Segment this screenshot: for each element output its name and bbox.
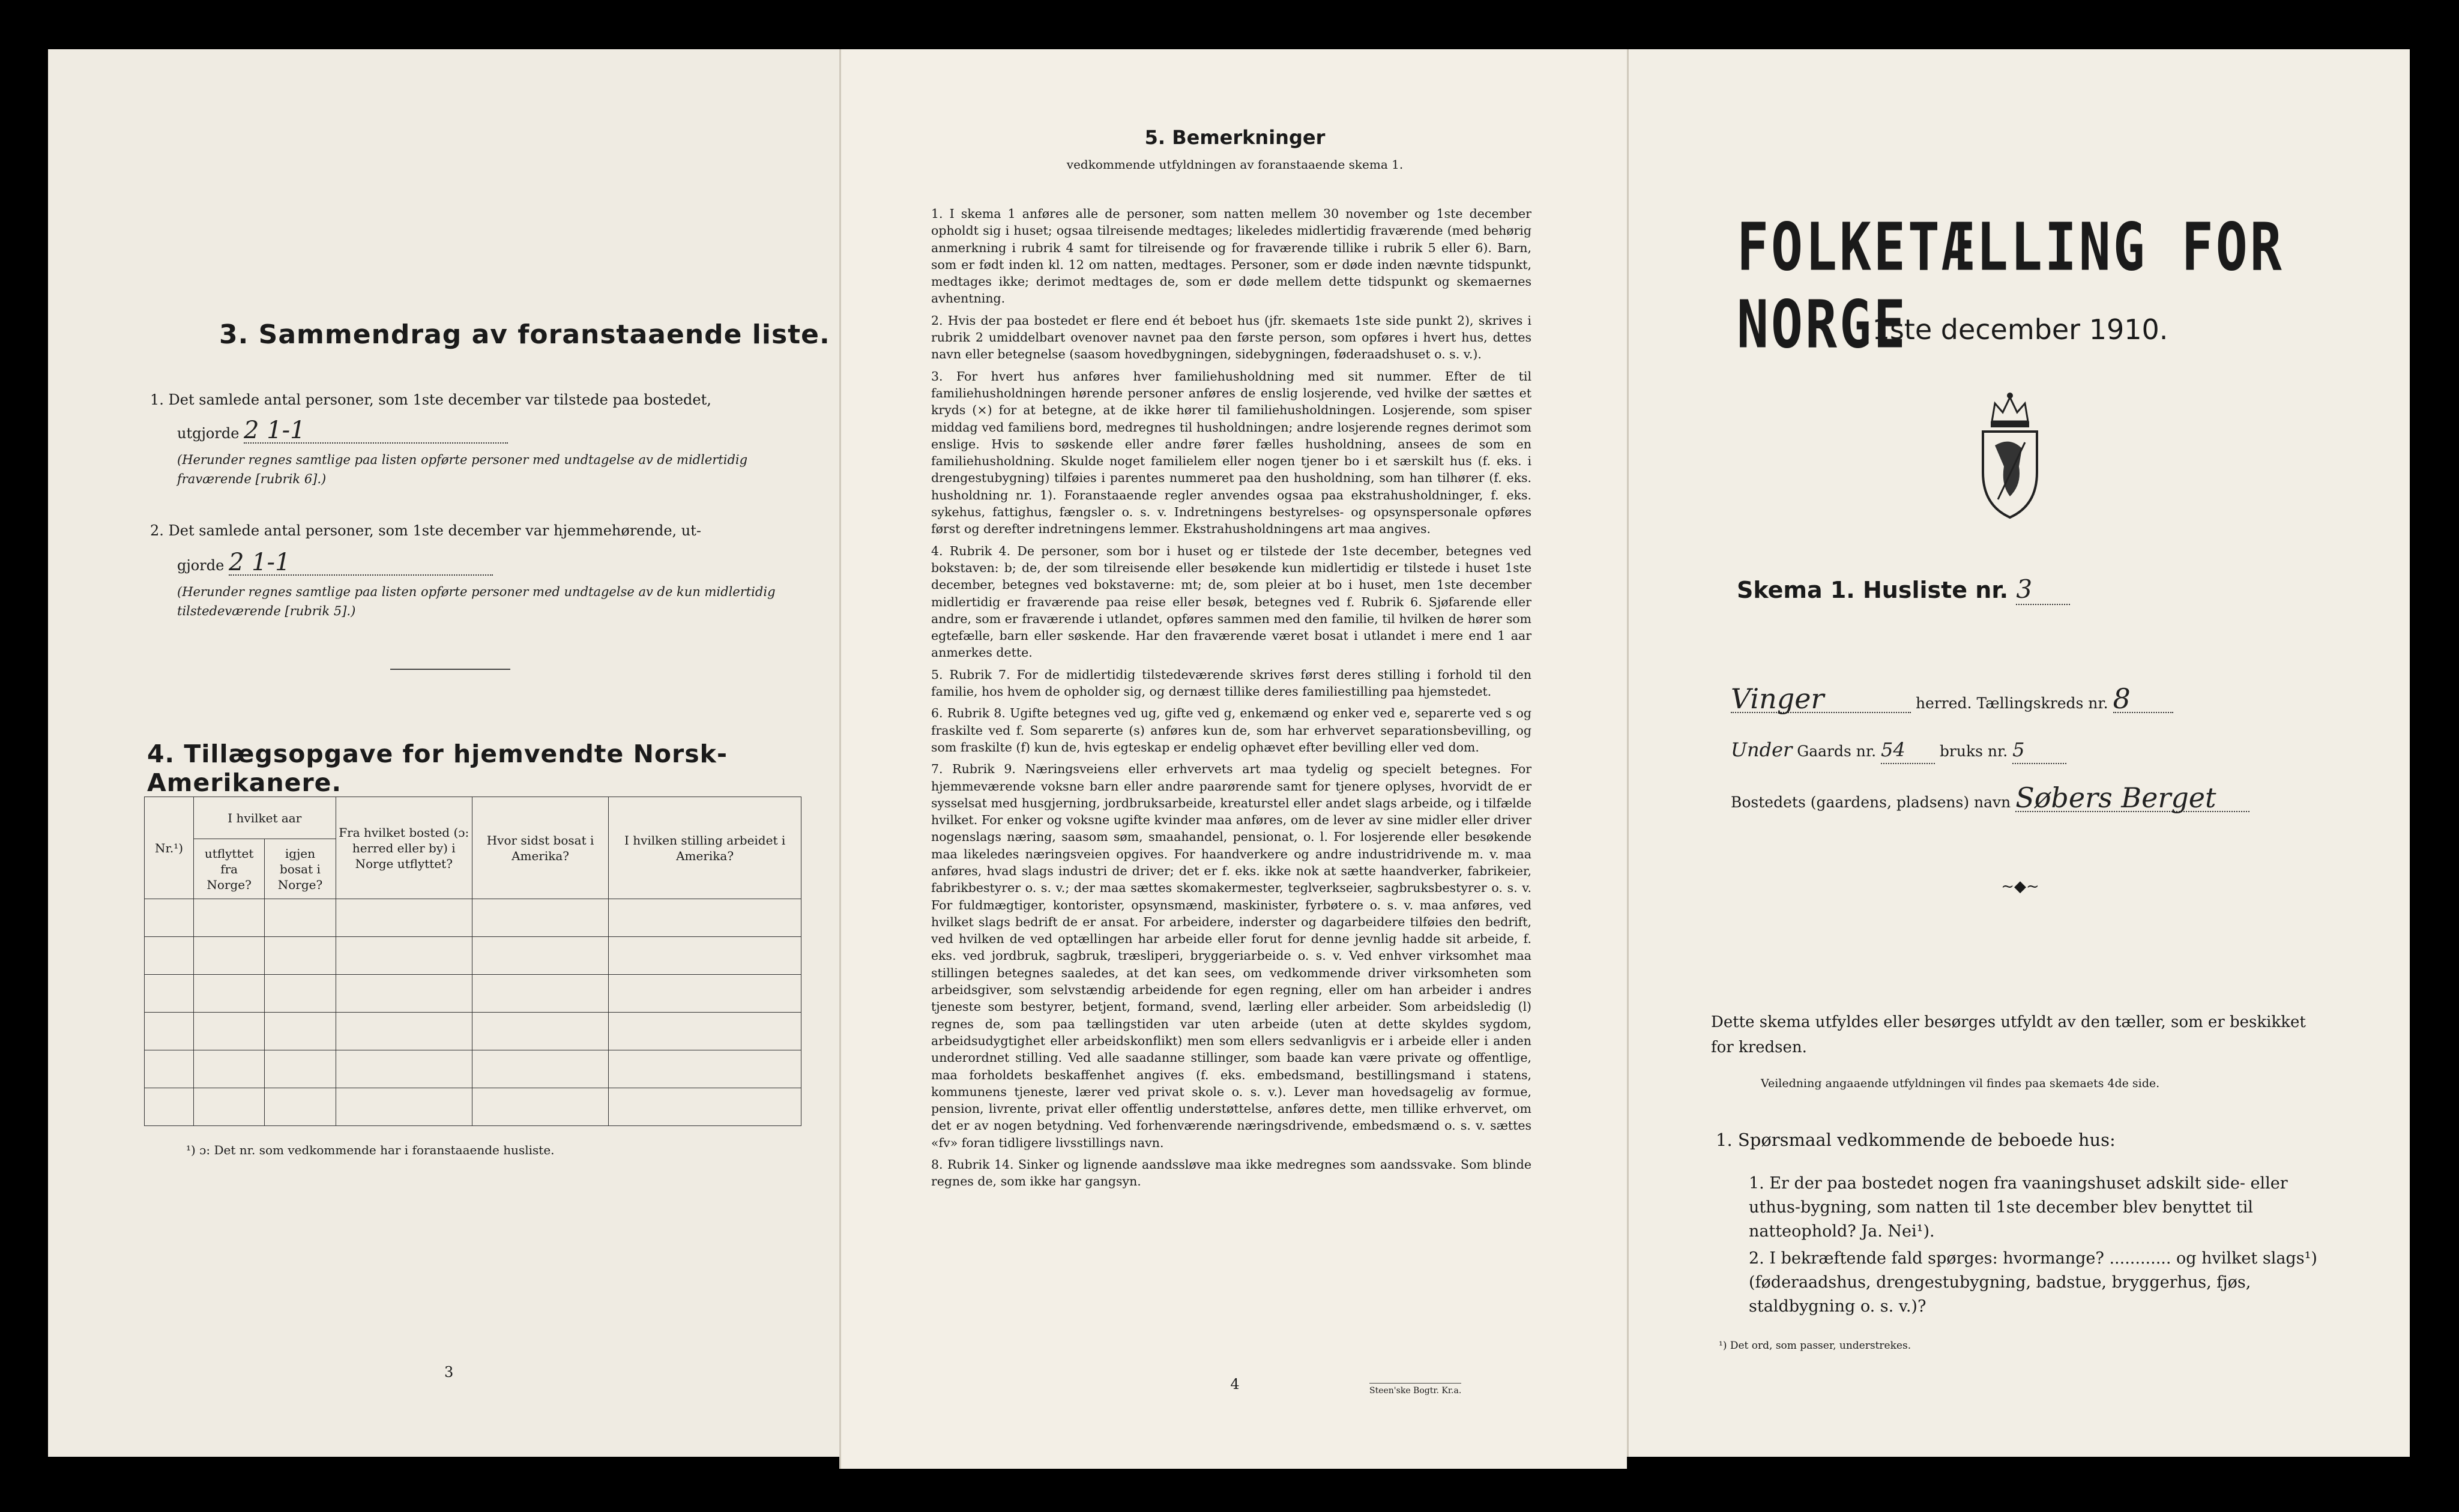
- herred-value: Vinger: [1731, 685, 1911, 713]
- summary-item-1-note: (Herunder regnes samtlige paa listen opførte personer med undtagelse av de midlertidig fraværende [rubrik 6].): [177, 453, 748, 486]
- question-1-item-2: 2. I bekræftende fald spørges: hvormange? ............ og hvilket slags¹) (føderaadshus, drengestubygning, badstue, bryggerhus, fjøs, staldbygning o. s. v.)?: [1749, 1249, 2317, 1316]
- col-igjen-bosat: igjen bosat i Norge?: [265, 839, 336, 899]
- summary-item-2-prefix: gjorde: [177, 557, 225, 574]
- gaard-prefix: Under: [1731, 738, 1793, 761]
- table-row: [145, 899, 801, 937]
- coat-of-arms-icon: [1968, 388, 2052, 520]
- summary-item-2-note: (Herunder regnes samtlige paa listen opførte personer med undtagelse av de kun midlertidig tilstedeværende [rubrik 5].): [177, 585, 776, 618]
- gaard-line: [1731, 736, 2066, 765]
- printer-mark: Steen'ske Bogtr. Kr.a.: [1369, 1383, 1461, 1396]
- table-footnote: ¹) ɔ: Det nr. som vedkommende har i foranstaaende husliste.: [186, 1143, 555, 1157]
- col-year-group: I hvilket aar: [193, 797, 336, 839]
- bruk-value: 5: [2012, 736, 2066, 764]
- summary-item-2-text: 2. Det samlede antal personer, som 1ste december var hjemmehørende, ut-: [150, 522, 701, 539]
- page-number: 3: [444, 1364, 454, 1381]
- intro-note: Veiledning angaaende utfyldningen vil findes paa skemaets 4de side.: [1761, 1077, 2160, 1090]
- col-fra-bosted: Fra hvilket bosted (ɔ: herred eller by) i Norge utflyttet?: [336, 797, 472, 899]
- bosted-label: Bostedets (gaardens, pladsens) navn: [1731, 794, 2011, 811]
- bosted-value: Søbers Berget: [2015, 785, 2249, 812]
- herred-label: herred.: [1915, 694, 1972, 712]
- col-sidst-bosat: Hvor sidst bosat i Amerika?: [472, 797, 608, 899]
- summary-item-1-line: [177, 418, 508, 447]
- kreds-label: Tællingskreds nr.: [1976, 694, 2108, 712]
- gaard-label: Gaards nr.: [1797, 742, 1877, 760]
- table-row: [145, 1013, 801, 1050]
- summary-item-2-value: 2 1-1: [229, 550, 493, 576]
- col-utflyttet: utflyttet fra Norge?: [193, 839, 264, 899]
- divider: [390, 669, 510, 670]
- section-3-title: 3. Sammendrag av foranstaaende liste.: [219, 319, 830, 350]
- remark-8: 8. Rubrik 14. Sinker og lignende aandssløve maa ikke medregnes som aandssvake. Som blinde regnes de, som ikke har gangsyn.: [931, 1157, 1531, 1189]
- question-1-item-1: 1. Er der paa bostedet nogen fra vaaningshuset adskilt side- eller uthus-bygning, som natten til 1ste december blev benyttet til natteophold? Ja. Nei¹).: [1749, 1174, 2288, 1241]
- herred-line: [1731, 682, 2173, 717]
- summary-item-1-text: 1. Det samlede antal personer, som 1ste december var tilstede paa bostedet,: [150, 391, 711, 408]
- summary-item-1-value: 2 1-1: [244, 418, 508, 444]
- remark-3: 3. For hvert hus anføres hver familiehusholdning med sit nummer. Efter de til familiehusholdningen hørende personer anføres de enslig losjerende, ved hvilke der sættes et kryds (×) for at betegne, at de ikke hører til familiehusholdningen. Losjerende, som spiser middag ved familiens bord, medregnes til husholdningen; andre losjerende regnes derimot som enslige. Hvis to søskende eller andre fører fælles husholdning, ansees de som en familiehusholdning. Skulde noget familielem eller nogen tjener bo i et særskilt hus (f. eks. i drengestubygning) tilføies i parentes nummeret paa den husholdning, som han tilhører (f. eks. husholdning nr. 1). Foranstaaende regler anvendes ogsaa paa ekstrahusholdninger, f. eks. sykehus, fattighus, fængsler o. s. v. Indretningens bestyrelses- og opsynspersonale opføres først og derefter indretningens lemmer. Ekstrahusholdningens art maa angives.: [931, 369, 1531, 537]
- question-1-title: 1. Spørsmaal vedkommende de beboede hus:: [1716, 1130, 2116, 1150]
- table-row: [145, 1088, 801, 1126]
- remark-7: 7. Rubrik 9. Næringsveiens eller erhvervets art maa tydelig og specielt betegnes. For hjemmeværende voksne barn eller andre paarørende samt for tjenere oplyses, hvorvidt de er sysselsat med husgjerning, jordbruksarbeide, kreaturstel eller andet slags arbeide, og i tilfælde hvilket. For enker og voksne ugifte kvinder maa anføres, om de lever av sine midler eller driver nogenslags næring, saasom søm, smaahandel, pensionat, o. l. For losjerende eller besøkende maa likeledes næringsveien opgives. For haandverkere og andre industridrivende m. v. maa anføres, hvad slags industri de driver; det er f. eks. ikke nok at sætte haandverker, fabrikeier, fabrikbestyrer o. s. v.; der maa sættes skomakermester, teglverkseier, sagbruksbestyrer o. s. v. For fuldmægtiger, kontorister, opsynsmænd, maskinister, fyrbøtere o. s. v. maa anføres, ved hvilket slags bedrift de er ansat. For arbeidere, inderster og dagarbeidere tilføies den bedrift, ved hvilken de ved optællingen har arbeide eller forut for denne jevnlig hadde sit arbeide, f. eks. ved jordbruk, sagbruk, træsliperi, bryggeriarbeide o. s. v. Ved enhver virksomhet maa stillingen betegnes saaledes, at det kan sees, om vedkommende driver virksomheten som arbeidsgiver, som selvstændig arbeidende for egen regning, eller om han arbeider i andres tjeneste som bestyrer, betjent, formand, svend, lærling eller arbeider. Som arbeidsledig (l) regnes de, som paa tællingstiden var uten arbeide (uten at dette skyldes sygdom, arbeidsudygtighet eller arbeidskonflikt) men som ellers sedvanligvis er i arbeide eller i anden underordnet stilling. Ved alle saadanne stillinger, som baade kan være private og offentlige, maa forholdets beskaffenhet angives (f. eks. embedsmand, bestillingsmand i statens, kommunens tjeneste, lærer ved privat skole o. s. v.). Lever man hovedsagelig av formue, pension, livrente, privat eller offentlig understøttelse, anføres dette, men tillike erhvervet, om det er av nogen betydning. Ved forhenværende næringsdrivende, embedsmænd o. s. v. sættes «fv» foran tidligere livsstillings navn.: [931, 762, 1531, 1150]
- census-date: 1ste december 1910.: [1872, 313, 2168, 346]
- table-row: [145, 1050, 801, 1088]
- cover-footnote: ¹) Det ord, som passer, understrekes.: [1719, 1340, 1911, 1352]
- norsk-amerikanere-table: [144, 797, 801, 1126]
- remarks-list: [931, 205, 1531, 1195]
- schema-nr: 3: [2016, 574, 2070, 605]
- bosted-line: [1731, 782, 2249, 816]
- gaard-value: 54: [1881, 736, 1935, 764]
- summary-item-2-line: [177, 550, 493, 579]
- cover-page: [1627, 49, 2410, 1457]
- page-number: 4: [1230, 1376, 1240, 1393]
- table-row: [145, 937, 801, 975]
- summary-item-1-prefix: utgjorde: [177, 425, 240, 442]
- kreds-value: 8: [2113, 685, 2173, 713]
- ornament: ~◆~: [2001, 878, 2039, 896]
- table-row: [145, 975, 801, 1013]
- remark-4: 4. Rubrik 4. De personer, som bor i huset og er tilstede der 1ste december, betegnes ved bokstaven: b; de, der som tilreisende eller besøkende kun midlertidig er tilstede i huset 1ste december, betegnes ved bokstaverne: mt; de, som pleier at bo i huset, men 1ste december midlertidig er fraværende paa reise eller besøk, betegnes ved f. Rubrik 6. Sjøfarende eller andre, som er fraværende i utlandet, opføres sammen med den familie, til hvilken de hører som egtefælle, barn eller søskende. Har den fraværende været bosat i utlandet i mere end 1 aar anmerkes dette.: [931, 543, 1531, 660]
- page-4-middle: [839, 49, 1627, 1469]
- schema-line: [1737, 574, 2070, 605]
- intro-text: Dette skema utfyldes eller besørges utfyldt av den tæller, som er beskikket for kredsen.: [1711, 1013, 2306, 1056]
- remark-6: 6. Rubrik 8. Ugifte betegnes ved ug, gifte ved g, enkemænd og enker ved e, separerte ved s og fraskilte ved f. Som separerte (s) anføres kun de, som har erhvervet separationsbevilling, og som fraskilte (f) kun de, hvis egteskap er endelig ophævet efter bevilling eller ved dom.: [931, 706, 1531, 754]
- section-4-title: 4. Tillægsopgave for hjemvendte Norsk-Amerikanere.: [147, 739, 728, 797]
- remarks-subtitle: vedkommende utfyldningen av foranstaaende skema 1.: [1066, 157, 1404, 172]
- schema-label: Skema 1. Husliste nr.: [1737, 577, 2009, 603]
- page-3-left: [48, 49, 839, 1457]
- col-stilling: I hvilken stilling arbeidet i Amerika?: [609, 797, 801, 899]
- remarks-title: 5. Bemerkninger: [1144, 126, 1326, 149]
- remark-1: 1. I skema 1 anføres alle de personer, som natten mellem 30 november og 1ste december opholdt sig i huset; ogsaa tilreisende medtages; likeledes midlertidig fraværende (med behørig anmerkning i rubrik 4 samt for tilreisende og for fraværende tillike i rubrik 5 eller 6). Barn, som er født inden kl. 12 om natten, medtages. Personer, som er døde inden nævnte tidspunkt, medtages ikke; derimot medtages de, som er døde mellem dette tidspunkt og skemaernes avhentning.: [931, 206, 1531, 306]
- census-title: FOLKETÆLLING FOR NORGE: [1737, 208, 2284, 363]
- bruk-label: bruks nr.: [1939, 742, 2008, 760]
- remark-5: 5. Rubrik 7. For de midlertidig tilstedeværende skrives først deres stilling i forhold til den familie, hos hvem de opholder sig, og dernæst tillike deres familiestilling paa hjemstedet.: [931, 667, 1531, 699]
- remark-2: 2. Hvis der paa bostedet er flere end ét beboet hus (jfr. skemaets 1ste side punkt 2), skrives i rubrik 2 umiddelbart ovenover navnet paa den første person, som opføres i hvert hus, dettes navn eller betegnelse (saasom hovedbygningen, sidebygningen, føderaadshuset o. s. v.).: [931, 313, 1531, 362]
- col-nr: Nr.¹): [145, 797, 194, 899]
